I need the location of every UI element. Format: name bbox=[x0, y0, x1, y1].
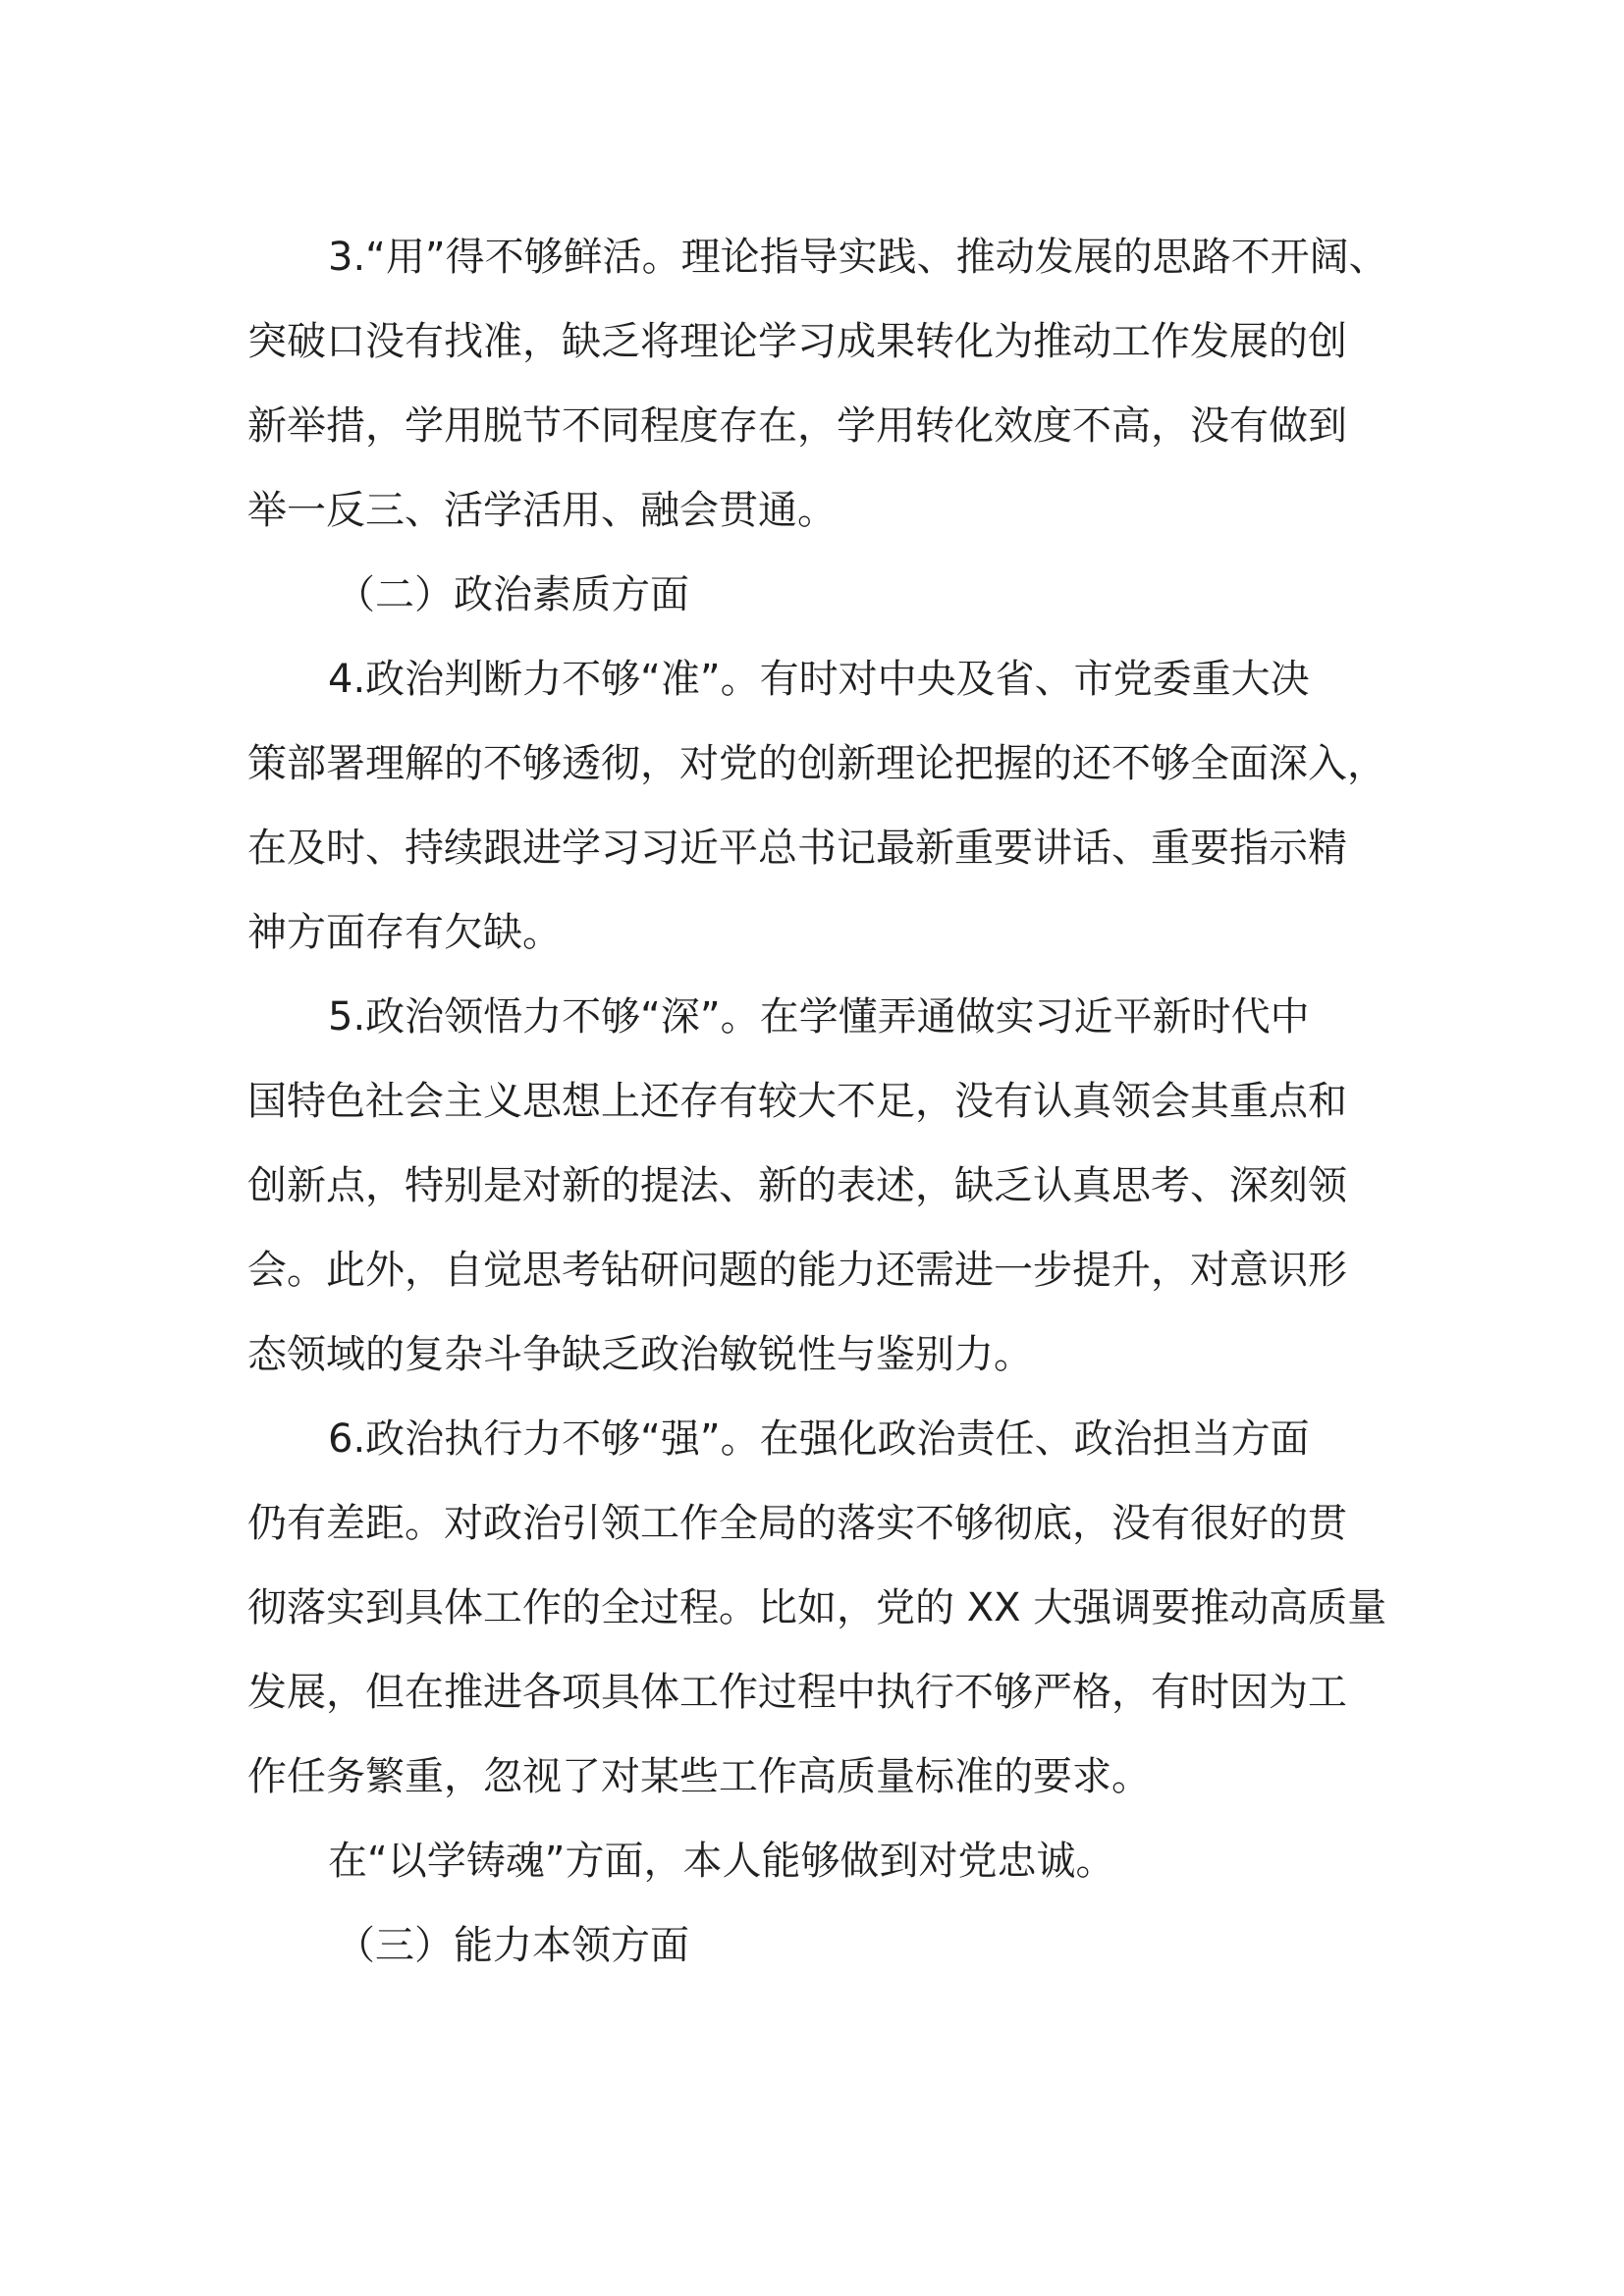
paragraph-6-line-4: 发展，但在推进各项具体工作过程中执行不够严格，有时因为工 bbox=[247, 1670, 1347, 1715]
paragraph-6-line-5: 作任务繁重，忽视了对某些工作高质量标准的要求。 bbox=[247, 1754, 1151, 1799]
paragraph-5-line-4: 会。此外，自觉思考钻研问题的能力还需进一步提升，对意识形 bbox=[247, 1248, 1347, 1293]
paragraph-5-line-2: 国特色社会主义思想上还存有较大不足，没有认真领会其重点和 bbox=[247, 1079, 1347, 1124]
paragraph-3-line-2: 突破口没有找准，缺乏将理论学习成果转化为推动工作发展的创 bbox=[247, 319, 1347, 364]
paragraph-6-line-1: 6.政治执行力不够“强”。在强化政治责任、政治担当方面 bbox=[328, 1416, 1310, 1462]
section-heading-political-quality: （二）政治素质方面 bbox=[336, 572, 689, 617]
summary-paragraph: 在“以学铸魂”方面，本人能够做到对党忠诚。 bbox=[328, 1839, 1115, 1884]
section-heading-ability: （三）能力本领方面 bbox=[336, 1923, 689, 1968]
paragraph-5-line-5: 态领域的复杂斗争缺乏政治敏锐性与鉴别力。 bbox=[247, 1332, 1033, 1377]
paragraph-3-line-1: 3.“用”得不够鲜活。理论指导实践、推动发展的思路不开阔、 bbox=[328, 235, 1388, 280]
paragraph-4-line-4: 神方面存有欠缺。 bbox=[247, 910, 562, 955]
paragraph-4-line-3: 在及时、持续跟进学习习近平总书记最新重要讲话、重要指示精 bbox=[247, 826, 1347, 871]
paragraph-6-line-3: 彻落实到具体工作的全过程。比如，党的 XX 大强调要推动高质量 bbox=[247, 1585, 1387, 1630]
paragraph-3-line-3: 新举措，学用脱节不同程度存在，学用转化效度不高，没有做到 bbox=[247, 403, 1347, 449]
paragraph-3-line-4: 举一反三、活学活用、融会贯通。 bbox=[247, 488, 837, 533]
paragraph-5-line-3: 创新点，特别是对新的提法、新的表述，缺乏认真思考、深刻领 bbox=[247, 1163, 1347, 1208]
paragraph-4-line-2: 策部署理解的不够透彻，对党的创新理论把握的还不够全面深入， bbox=[247, 741, 1386, 786]
paragraph-4-line-1: 4.政治判断力不够“准”。有时对中央及省、市党委重大决 bbox=[328, 657, 1310, 702]
paragraph-6-line-2: 仍有差距。对政治引领工作全局的落实不够彻底，没有很好的贯 bbox=[247, 1501, 1347, 1546]
paragraph-5-line-1: 5.政治领悟力不够“深”。在学懂弄通做实习近平新时代中 bbox=[328, 994, 1310, 1040]
